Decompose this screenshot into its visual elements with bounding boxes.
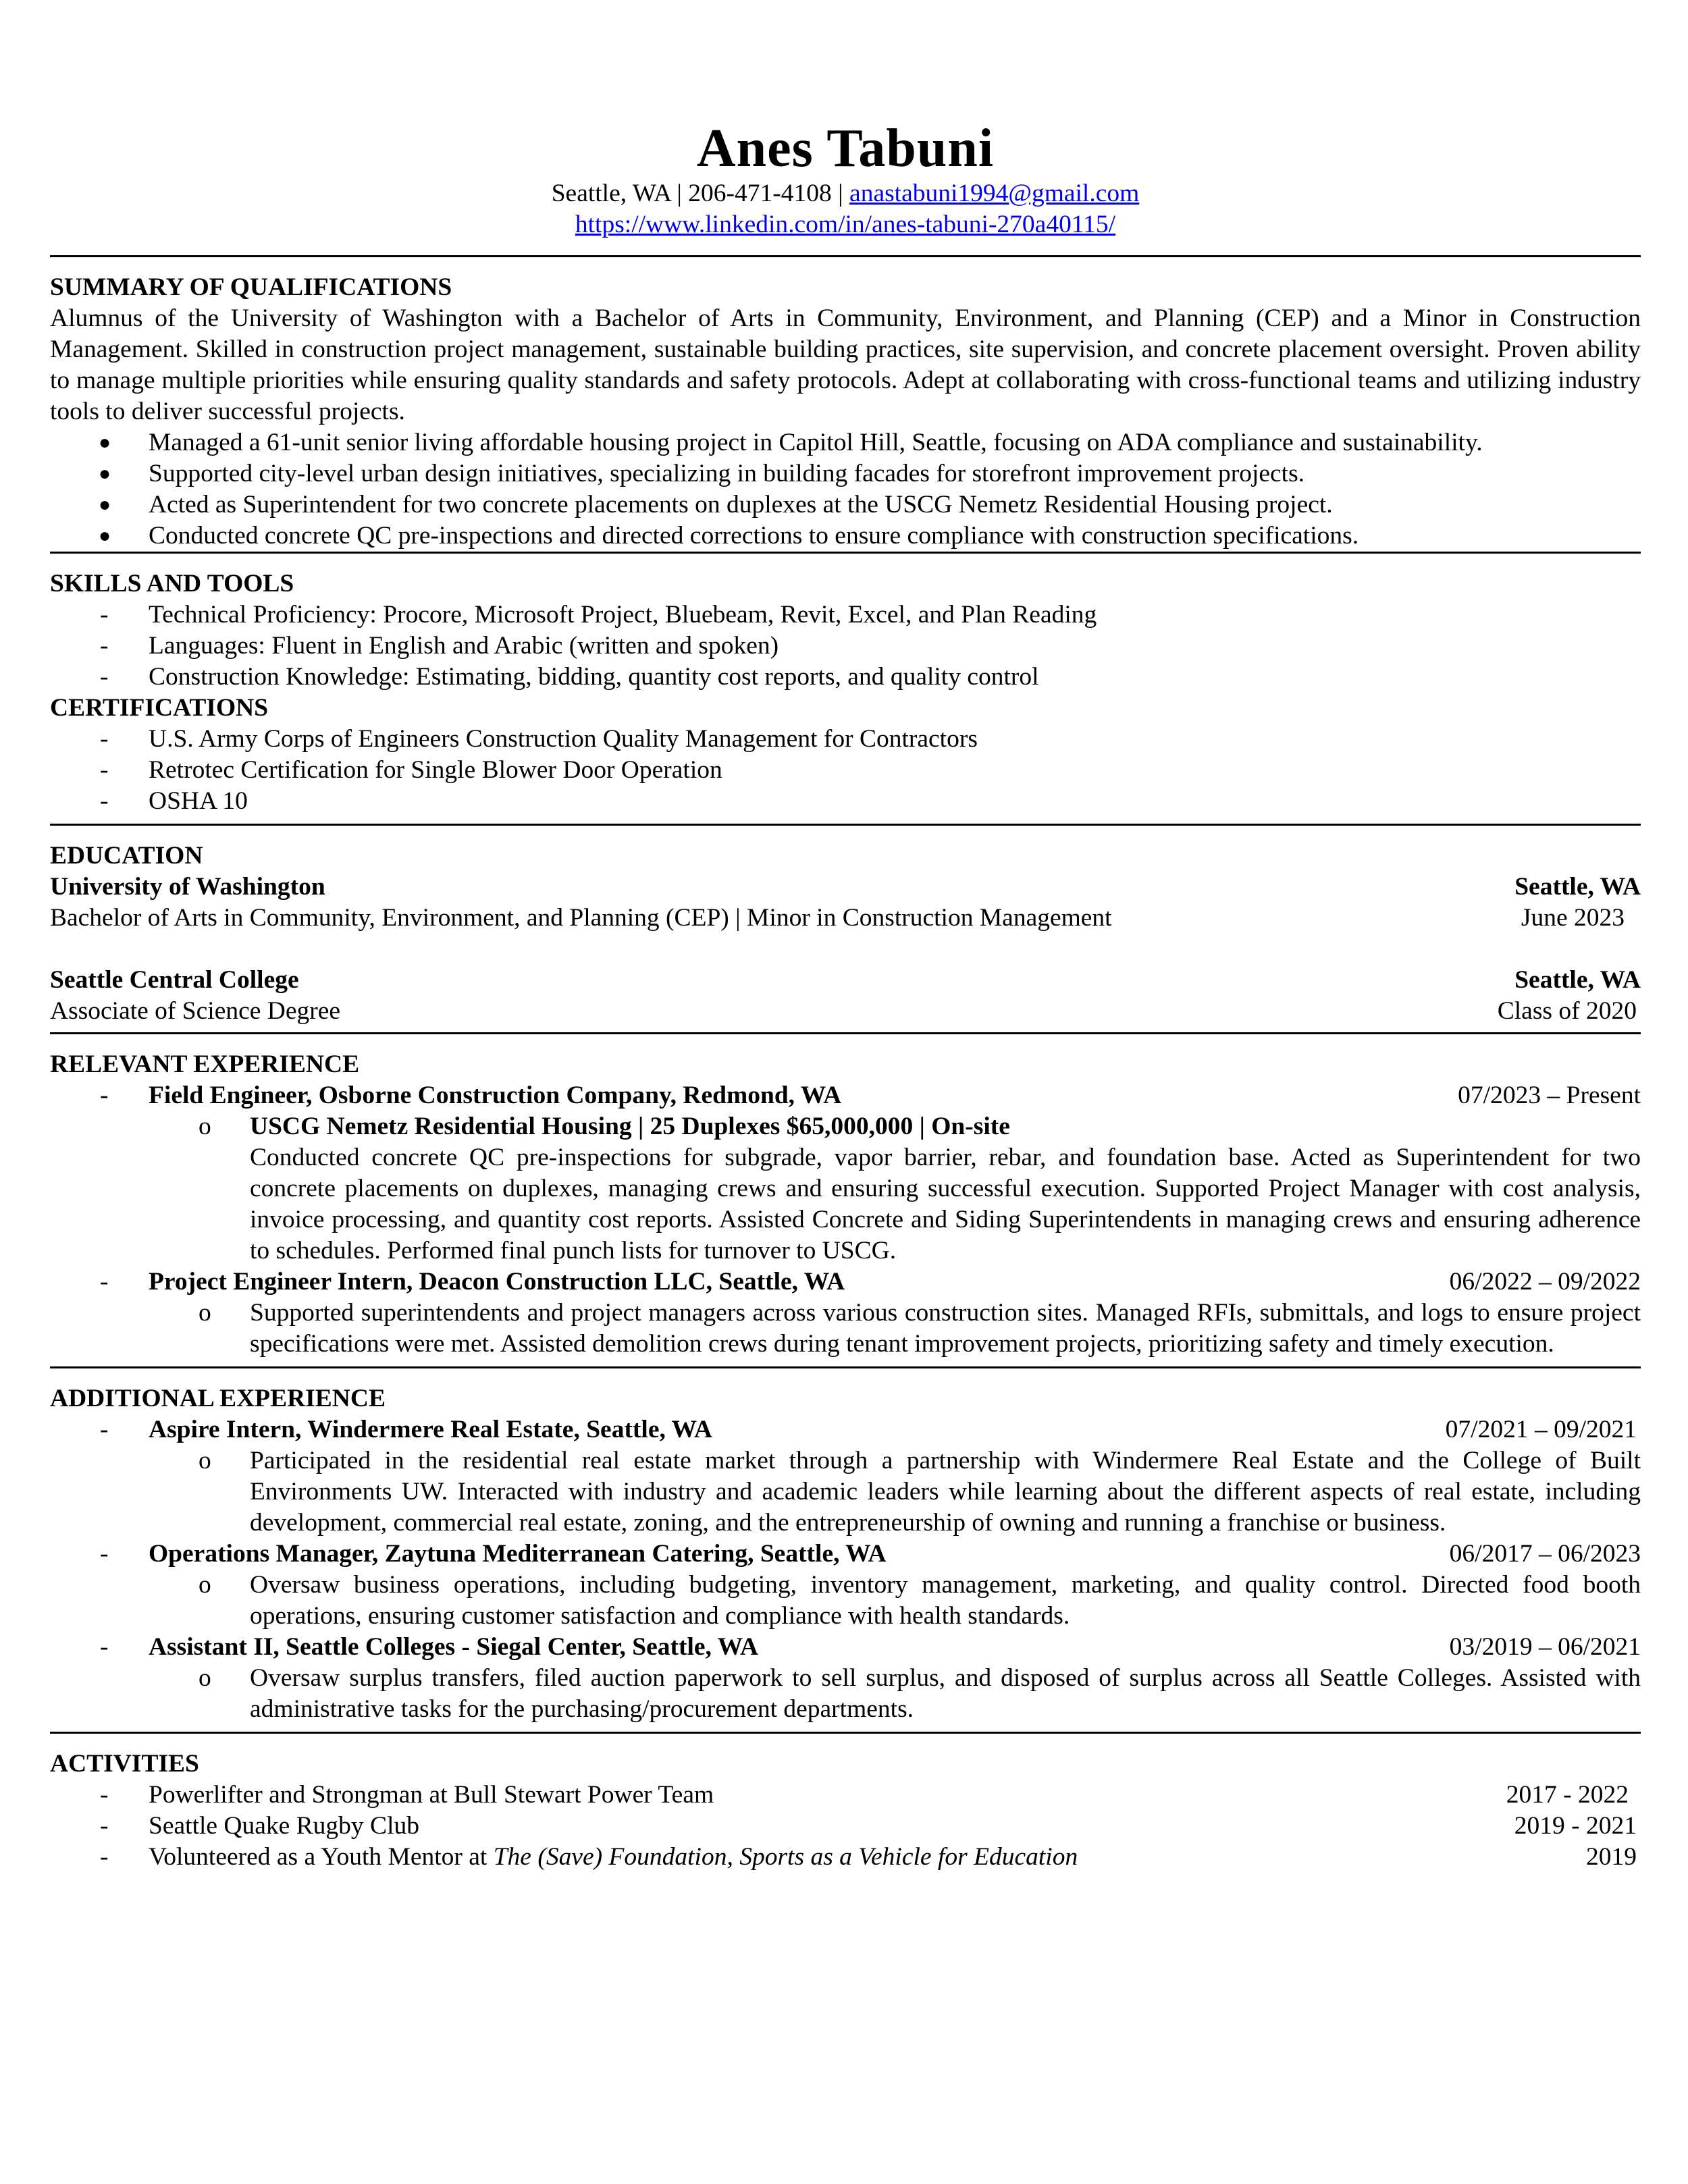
linkedin-line — [50, 209, 1641, 240]
summary-bullet — [50, 489, 1641, 521]
summary-bullet-text: Managed a 61-unit senior living affordable housing project in Capitol Hill, Seattle, focusing on ADA compliance and sustainability. — [149, 429, 1483, 456]
activity-text: Seattle Quake Rugby Club — [149, 1812, 419, 1840]
dash-icon: - — [100, 1268, 109, 1296]
skill-text: Languages: Fluent in English and Arabic (written and spoken) — [149, 632, 779, 660]
skill-text: Technical Proficiency: Procore, Microsoft Project, Bluebeam, Revit, Excel, and Plan Reading — [149, 601, 1097, 629]
job-description: Participated in the residential real estate market through a partnership with Windermere Real Estate and the College of Built Environments UW. Interacted with industry and academic leaders while learning about the different aspects of real estate, including development, commercial real estate, zoning, and the entrepreneurship of owning and running a franchise or business. — [250, 1447, 1641, 1537]
education-section — [50, 841, 1641, 1027]
relevant-experience-title: RELEVANT EXPERIENCE — [50, 1050, 360, 1078]
job-date: 03/2019 – 06/2021 — [1449, 1633, 1641, 1661]
project-title: USCG Nemetz Residential Housing | 25 Duplexes $65,000,000 | On-site — [250, 1113, 1010, 1140]
job-header — [50, 1414, 1641, 1445]
certification-text: U.S. Army Corps of Engineers Construction Quality Management for Contractors — [149, 725, 978, 753]
job-role: Project Engineer Intern, Deacon Construction LLC, Seattle, WA — [149, 1268, 845, 1296]
job-description-item — [50, 1445, 1641, 1539]
skills-title: SKILLS AND TOOLS — [50, 570, 294, 597]
circle-bullet-icon: o — [199, 1571, 211, 1599]
bullet-icon: ● — [99, 431, 111, 454]
activities-section — [50, 1749, 1641, 1873]
job-description: Oversaw business operations, including budgeting, inventory management, marketing, and quality control. Directed food booth operations, ensuring customer satisfaction and compliance with health standards. — [250, 1571, 1641, 1630]
activities-title: ACTIVITIES — [50, 1750, 199, 1778]
school-date: June 2023 — [1521, 904, 1625, 932]
job-description: Conducted concrete QC pre-inspections for subgrade, vapor barrier, rebar, and foundation base. Acted as Superintendent for two concrete placements on duplexes, managing crews and ensuring successful execution. Supported Project Manager with cost analysis, invoice processing, and quantity cost reports. Assisted Concrete and Siding Superintendents in managing crews and ensuring adherence to schedules. Performed final punch lists for turnover to USCG. — [250, 1144, 1641, 1264]
school-name: University of Washington — [50, 873, 325, 901]
dash-icon: - — [100, 1781, 109, 1809]
circle-bullet-icon: o — [199, 1664, 211, 1692]
job-role: Aspire Intern, Windermere Real Estate, Seattle, WA — [149, 1416, 712, 1443]
skill-item — [50, 631, 1641, 662]
relevant-experience-section — [50, 1049, 1641, 1360]
summary-bullet — [50, 521, 1641, 552]
summary-bullet-text: Supported city-level urban design initiatives, specializing in building facades for storefront improvement projects. — [149, 460, 1305, 487]
job-header — [50, 1080, 1641, 1111]
additional-experience-title: ADDITIONAL EXPERIENCE — [50, 1385, 386, 1412]
school-name: Seattle Central College — [50, 966, 299, 994]
dash-icon: - — [100, 601, 109, 629]
job-date: 06/2022 – 09/2022 — [1449, 1268, 1641, 1296]
activity-date: 2019 - 2021 — [1514, 1812, 1637, 1840]
activity-text: Powerlifter and Strongman at Bull Stewart Power Team — [149, 1781, 714, 1809]
job-date: 06/2017 – 06/2023 — [1449, 1540, 1641, 1568]
certification-item — [50, 786, 1641, 817]
school-degree: Bachelor of Arts in Community, Environment, and Planning (CEP) | Minor in Construction Management — [50, 904, 1112, 932]
certification-item — [50, 755, 1641, 786]
school-location: Seattle, WA — [1514, 966, 1641, 994]
job-role: Operations Manager, Zaytuna Mediterranean Catering, Seattle, WA — [149, 1540, 887, 1568]
certification-text: OSHA 10 — [149, 787, 248, 815]
school-date: Class of 2020 — [1497, 997, 1637, 1025]
resume-header — [50, 119, 1641, 240]
circle-bullet-icon: o — [199, 1299, 211, 1327]
summary-paragraph: Alumnus of the University of Washington with a Bachelor of Arts in Community, Environment, and Planning (CEP) and a Minor in Construction Management. Skilled in construction project management, sustainable building practices, site supervision, and concrete placement oversight. Proven ability to manage multiple priorities while ensuring quality standards and safety protocols. Adept at collaborating with cross-functional teams and utilizing industry tools to deliver successful projects. — [50, 304, 1641, 425]
dash-icon: - — [100, 1843, 109, 1871]
summary-bullet — [50, 427, 1641, 458]
school-header — [50, 965, 1641, 996]
job-description-item — [50, 1570, 1641, 1632]
skill-item — [50, 600, 1641, 631]
dash-icon: - — [100, 1812, 109, 1840]
circle-bullet-icon: o — [199, 1113, 211, 1140]
activity-item — [50, 1842, 1641, 1873]
job-date: 07/2023 – Present — [1458, 1082, 1641, 1109]
job-description-item — [50, 1298, 1641, 1360]
circle-bullet-icon: o — [199, 1447, 211, 1474]
school-degree-row — [50, 903, 1641, 934]
dash-icon: - — [100, 787, 109, 815]
dash-icon: - — [100, 663, 109, 691]
additional-experience-section — [50, 1383, 1641, 1725]
summary-bullet-text: Acted as Superintendent for two concrete placements on duplexes at the USCG Nemetz Residential Housing project. — [149, 491, 1333, 518]
dash-icon: - — [100, 1082, 109, 1109]
activity-text-plain: Volunteered as a Youth Mentor at — [149, 1843, 494, 1871]
activity-text — [149, 1842, 1078, 1873]
activity-item — [50, 1811, 1641, 1842]
job-header — [50, 1632, 1641, 1663]
email-link[interactable]: anastabuni1994@gmail.com — [849, 180, 1140, 207]
skills-section — [50, 568, 1641, 693]
dash-icon: - — [100, 725, 109, 753]
job-date: 07/2021 – 09/2021 — [1445, 1416, 1637, 1443]
bullet-icon: ● — [99, 462, 111, 485]
contact-line — [50, 178, 1641, 209]
education-title: EDUCATION — [50, 842, 203, 870]
job-role: Field Engineer, Osborne Construction Company, Redmond, WA — [149, 1082, 842, 1109]
activity-item — [50, 1780, 1641, 1811]
skill-text: Construction Knowledge: Estimating, bidding, quantity cost reports, and quality control — [149, 663, 1039, 691]
job-description: Oversaw surplus transfers, filed auction paperwork to sell surplus, and disposed of surplus across all Seattle Colleges. Assisted with administrative tasks for the purchasing/procurement departments. — [250, 1664, 1641, 1723]
certification-item — [50, 724, 1641, 755]
dash-icon: - — [100, 1416, 109, 1443]
activity-date: 2019 — [1586, 1843, 1637, 1871]
activity-date: 2017 - 2022 — [1506, 1781, 1629, 1809]
activity-text-italic: The (Save) Foundation, Sports as a Vehicle for Education — [493, 1843, 1078, 1871]
bullet-icon: ● — [99, 494, 111, 516]
job-role: Assistant II, Seattle Colleges - Siegal Center, Seattle, WA — [149, 1633, 759, 1661]
dash-icon: - — [100, 756, 109, 784]
skill-item — [50, 662, 1641, 693]
job-header — [50, 1267, 1641, 1298]
dash-icon: - — [100, 632, 109, 660]
summary-title: SUMMARY OF QUALIFICATIONS — [50, 273, 452, 301]
summary-bullet — [50, 458, 1641, 489]
certifications-title: CERTIFICATIONS — [50, 694, 269, 722]
certification-text: Retrotec Certification for Single Blower Door Operation — [149, 756, 722, 784]
school-degree-row — [50, 996, 1641, 1027]
contact-info: Seattle, WA | 206-471-4108 | — [551, 180, 850, 207]
certifications-section — [50, 693, 1641, 817]
school-degree: Associate of Science Degree — [50, 997, 341, 1025]
summary-bullet-text: Conducted concrete QC pre-inspections and directed corrections to ensure compliance with construction specifications. — [149, 522, 1359, 550]
school-location: Seattle, WA — [1514, 873, 1641, 901]
linkedin-link[interactable]: https://www.linkedin.com/in/anes-tabuni-270a40115/ — [575, 211, 1116, 238]
resume-page — [50, 119, 1641, 1873]
bullet-icon: ● — [99, 525, 111, 547]
job-description: Supported superintendents and project managers across various construction sites. Managed RFIs, submittals, and logs to ensure project specifications were met. Assisted demolition crews during tenant improvement projects, prioritizing safety and timely execution. — [250, 1299, 1641, 1358]
dash-icon: - — [100, 1633, 109, 1661]
dash-icon: - — [100, 1540, 109, 1568]
summary-section — [50, 272, 1641, 552]
candidate-name: Anes Tabuni — [696, 119, 995, 178]
job-header — [50, 1539, 1641, 1570]
job-description-item — [50, 1663, 1641, 1725]
school-header — [50, 872, 1641, 903]
project-line — [50, 1111, 1641, 1142]
